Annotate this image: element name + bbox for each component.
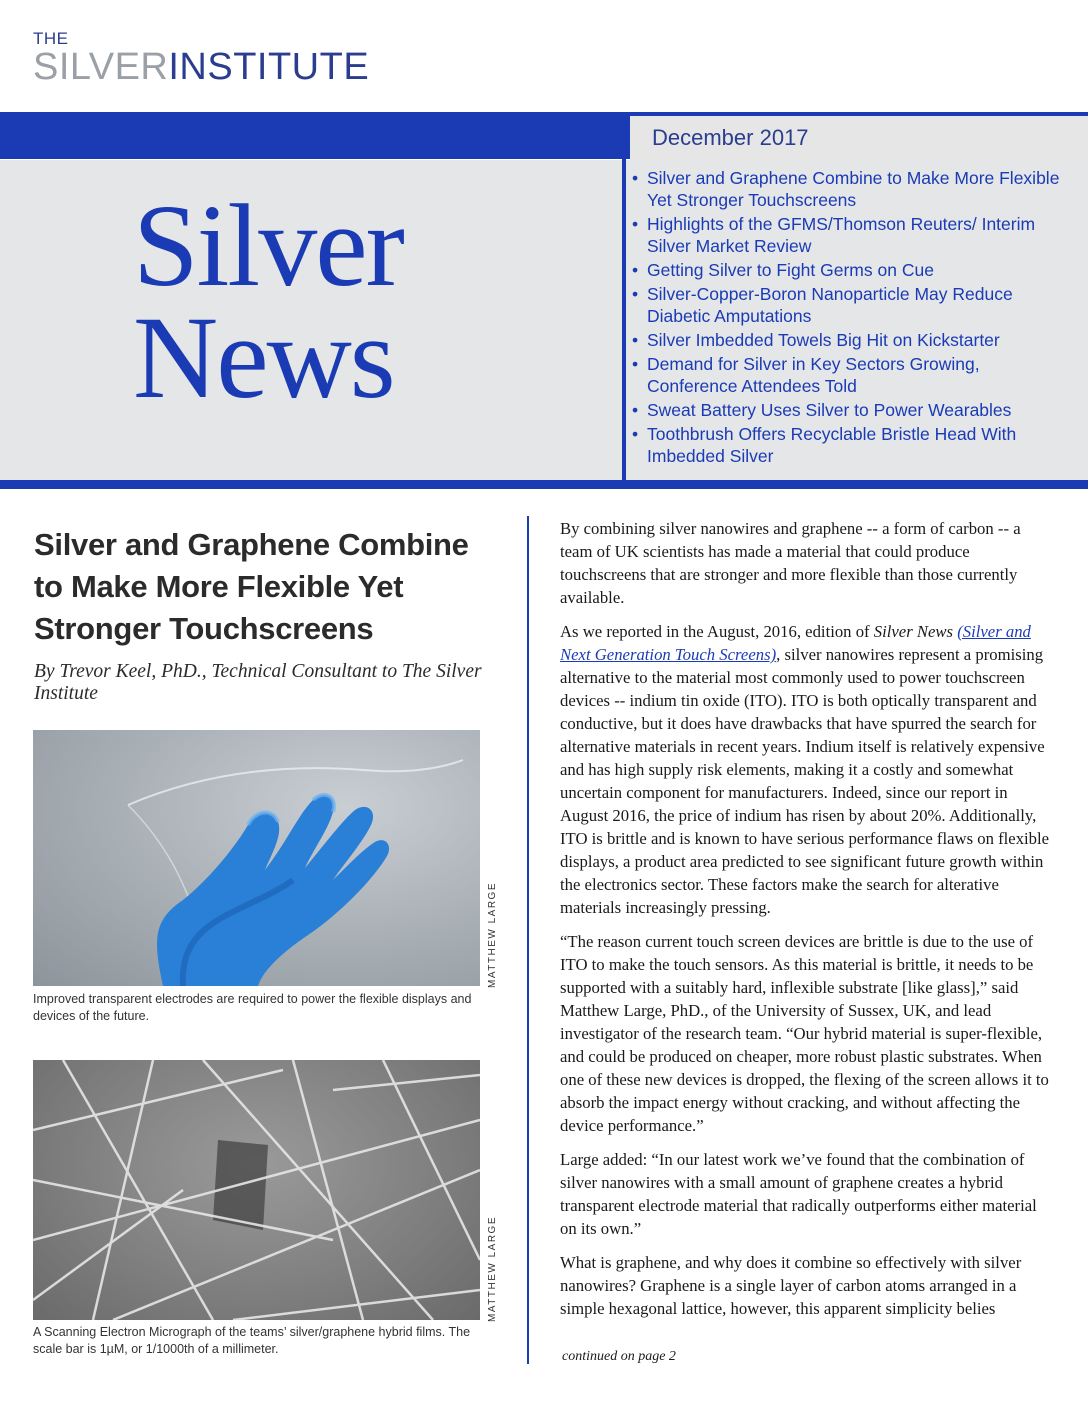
silver-institute-logo <box>33 30 369 87</box>
electron-micrograph-photo <box>33 1060 480 1320</box>
publication-name: Silver News <box>873 622 954 641</box>
bullet-icon: • <box>632 400 639 420</box>
panel-divider <box>622 112 626 480</box>
photo1-caption: Improved transparent electrodes are required to power the flexible displays and devices of the future. <box>33 992 472 1023</box>
photo2-caption: A Scanning Electron Micrograph of the teams’ silver/graphene hybrid films. The scale bar is 1µM, or 1/1000th of a millimeter. <box>33 1325 471 1356</box>
toc-item-label: Demand for Silver in Key Sectors Growing, Conference Attendees Told <box>647 354 980 396</box>
bullet-icon: • <box>632 330 639 350</box>
gloved-hand-flexible-film-photo <box>33 730 480 986</box>
issue-date-box <box>630 116 1088 160</box>
newsletter-title <box>133 180 573 423</box>
title-line-1: Silver <box>133 180 403 311</box>
toc-item[interactable] <box>632 283 1062 327</box>
toc-item-label: Silver and Graphene Combine to Make More Flexible Yet Stronger Touchscreens <box>647 168 1060 210</box>
toc-item-label: Silver Imbedded Towels Big Hit on Kickstarter <box>647 330 1000 350</box>
toc-item[interactable] <box>632 399 1062 421</box>
logo-the: THE <box>33 29 69 48</box>
paragraph-1: By combining silver nanowires and graphene -- a form of carbon -- a team of UK scientists has made a material that could produce touchscreens that are stronger and more flexible than those currently available. <box>560 519 1021 607</box>
bullet-icon: • <box>632 168 639 188</box>
paragraph-3: “The reason current touch screen devices are brittle is due to the use of ITO to make the touch sensors. As this material is brittle, it needs to be supported with a suitably hard, inflexible substrate [like glass],” said Matthew Large, PhD., of the University of Sussex, UK, and lead investigator of the research team. “Our hybrid material is super-flexible, and could be produced on cheaper, more robust plastic substrates. When one of these new devices is dropped, the flexing of the screen allows it to absorb the impact energy without cracking, and without affecting the device performance.” <box>560 932 1049 1135</box>
continued-note: continued on page 2 <box>562 1349 676 1364</box>
photo2-illustration <box>33 1060 480 1320</box>
toc-item[interactable] <box>632 259 1062 281</box>
article-body <box>560 517 1052 1331</box>
bullet-icon: • <box>632 284 639 304</box>
table-of-contents <box>632 167 1062 469</box>
logo-institute: INSTITUTE <box>168 46 370 88</box>
toc-item-label: Toothbrush Offers Recyclable Bristle Head With Imbedded Silver <box>647 424 1017 466</box>
toc-item-label: Sweat Battery Uses Silver to Power Wearables <box>647 400 1012 420</box>
toc-item[interactable] <box>632 353 1062 397</box>
photo2-credit: MATTHEW LARGE <box>487 1216 498 1322</box>
panel-bottom-rule <box>0 480 1088 489</box>
paragraph-4: Large added: “In our latest work we’ve found that the combination of silver nanowires with a small amount of graphene creates a hybrid transparent electrode material that radically outperforms either material on its own.” <box>560 1150 1037 1238</box>
paragraph-2 <box>560 620 1052 919</box>
toc-item[interactable] <box>632 213 1062 257</box>
logo-wordmark <box>33 47 369 87</box>
logo-silver: SILVER <box>33 46 169 88</box>
toc-item[interactable] <box>632 167 1062 211</box>
title-line-2: News <box>133 292 394 423</box>
article-headline: Silver and Graphene Combine to Make More Flexible Yet Stronger Touchscreens <box>34 527 469 646</box>
p2-intro: As we reported in the August, 2016, edition of <box>560 622 874 641</box>
bullet-icon: • <box>632 260 639 280</box>
article-byline: By Trevor Keel, PhD., Technical Consultant to The Silver Institute <box>34 661 482 704</box>
toc-item-label: Silver-Copper-Boron Nanoparticle May Reduce Diabetic Amputations <box>647 284 1013 326</box>
bullet-icon: • <box>632 424 639 444</box>
photo1-credit: MATTHEW LARGE <box>487 882 498 988</box>
related-article-link[interactable]: (Silver and Next Generation Touch Screens) <box>560 622 1031 664</box>
toc-item[interactable] <box>632 329 1062 351</box>
bullet-icon: • <box>632 354 639 374</box>
bullet-icon: • <box>632 214 639 234</box>
toc-item-label: Highlights of the GFMS/Thomson Reuters/ Interim Silver Market Review <box>647 214 1036 256</box>
toc-item[interactable] <box>632 423 1062 467</box>
paragraph-5: What is graphene, and why does it combine so effectively with silver nanowires? Graphene is a single layer of carbon atoms arranged in a simple hexagonal lattice, however, this apparent simplicity belies <box>560 1253 1022 1318</box>
issue-date: December 2017 <box>652 125 809 150</box>
column-divider <box>527 516 529 1364</box>
toc-item-label: Getting Silver to Fight Germs on Cue <box>647 260 934 280</box>
p2-rest: , silver nanowires represent a promising alternative to the material most commonly used to power touchscreen devices -- indium tin oxide (ITO). ITO is both optically transparent and conductive, but it does have drawbacks that have spurred the search for alternative materials in recent years. Indium itself is relatively expensive and has high supply risk elements, making it a costly and somewhat uncertain component for manufacturers. Indeed, since our report in August 2016, the price of indium has risen by about 20%. Additionally, ITO is brittle and is known to have serious performance flaws on flexible displays, a product area predicted to see significant future growth within the electronics sector. These factors make the search for alterative materials increasingly pressing. <box>560 645 1050 917</box>
photo1-illustration <box>33 730 480 986</box>
